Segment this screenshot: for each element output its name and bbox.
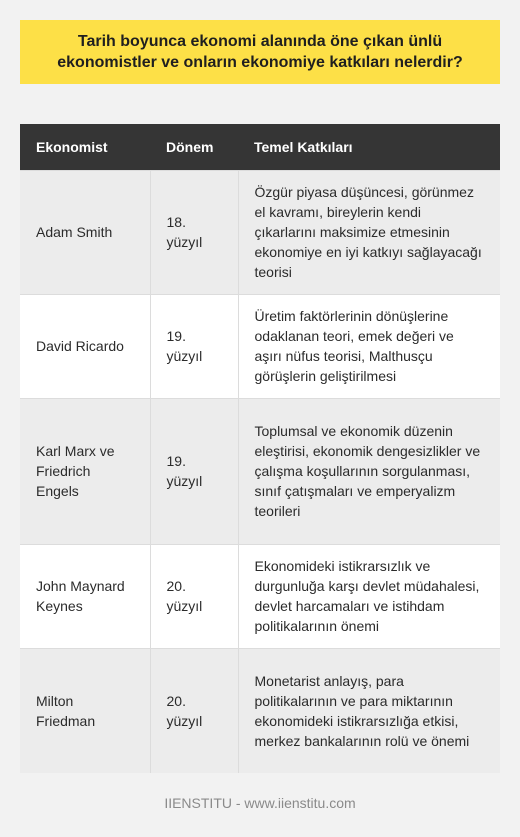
period-cell: 19. yüzyıl: [150, 294, 238, 398]
contributions-cell: Ekonomideki istikrarsızlık ve durgunluğa karşı devlet müdahalesi, devlet harcamaları ve istihdam politikalarının önemi: [238, 544, 500, 648]
contributions-cell: Özgür piyasa düşüncesi, görünmez el kavramı, bireylerin kendi çıkarlarını maksimize etmesinin ekonomiye en iyi katkıyı sağlayacağı teorisi: [238, 170, 500, 294]
column-header-period: Dönem: [150, 124, 238, 170]
period-cell: 20. yüzyıl: [150, 544, 238, 648]
title-banner: [20, 20, 500, 84]
table-header-row: [20, 124, 500, 170]
table-row: [20, 294, 500, 398]
period-cell: 20. yüzyıl: [150, 648, 238, 773]
table-row: [20, 544, 500, 648]
economist-cell: Karl Marx ve Friedrich Engels: [20, 398, 150, 544]
table-row: [20, 648, 500, 773]
contributions-cell: Toplumsal ve ekonomik düzenin eleştirisi, ekonomik dengesizlikler ve çalışma koşullarının sorgulanması, sınıf çatışmaları ve emperyalizm teorileri: [238, 398, 500, 544]
table-row: [20, 398, 500, 544]
page-title: Tarih boyunca ekonomi alanında öne çıkan ünlü ekonomistler ve onların ekonomiye katkıları nelerdir?: [57, 33, 463, 71]
column-header-economist: Ekonomist: [20, 124, 150, 170]
economist-cell: John Maynard Keynes: [20, 544, 150, 648]
period-cell: 18. yüzyıl: [150, 170, 238, 294]
contributions-cell: Üretim faktörlerinin dönüşlerine odaklanan teori, emek değeri ve aşırı nüfus teorisi, Malthusçu görüşlerin geliştirilmesi: [238, 294, 500, 398]
period-cell: 19. yüzyıl: [150, 398, 238, 544]
economist-cell: Adam Smith: [20, 170, 150, 294]
table-row: [20, 170, 500, 294]
column-header-contributions: Temel Katkıları: [238, 124, 500, 170]
economist-cell: Milton Friedman: [20, 648, 150, 773]
economists-table: [20, 124, 500, 773]
footer-credit: IIENSTITU - www.iienstitu.com: [164, 795, 356, 811]
economist-cell: David Ricardo: [20, 294, 150, 398]
contributions-cell: Monetarist anlayış, para politikalarının ve para miktarının ekonomideki istikrarsızlığa etkisi, merkez bankalarının rolü ve önemi: [238, 648, 500, 773]
